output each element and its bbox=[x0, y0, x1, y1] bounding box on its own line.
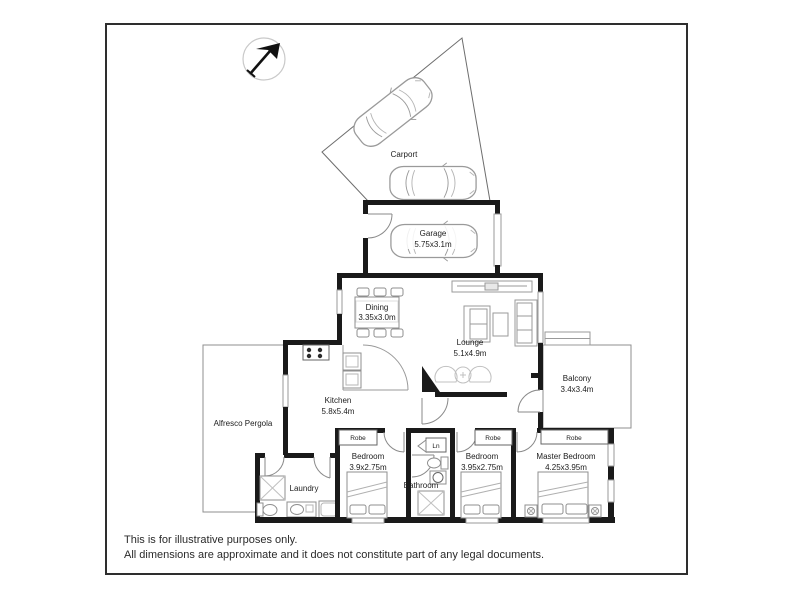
window bbox=[608, 480, 614, 502]
door-arc bbox=[517, 432, 537, 452]
door-arc bbox=[368, 214, 392, 238]
dining-area bbox=[355, 288, 403, 337]
lounge-dims: 5.1x4.9m bbox=[453, 349, 487, 358]
door-arc bbox=[422, 398, 448, 424]
bedroom2-label: Bedroom bbox=[465, 452, 499, 461]
armchair bbox=[435, 366, 457, 382]
master-bedroom-dims: 4.25x3.95m bbox=[545, 463, 587, 472]
car-icon bbox=[347, 70, 440, 155]
kitchen-dims: 5.8x5.4m bbox=[321, 407, 355, 416]
dining-dims: 3.35x3.0m bbox=[358, 313, 396, 322]
linen-label: Ln bbox=[432, 443, 440, 450]
north-arrow-icon bbox=[243, 38, 285, 80]
chair bbox=[357, 288, 369, 296]
balcony-dims: 3.4x3.4m bbox=[560, 385, 594, 394]
car-icon bbox=[390, 163, 476, 203]
lounge-label: Lounge bbox=[456, 338, 484, 347]
toilet bbox=[441, 457, 448, 469]
door-arc bbox=[457, 432, 477, 452]
bedroom1-label: Bedroom bbox=[351, 452, 385, 461]
carport-area bbox=[322, 38, 490, 203]
robe-label: Robe bbox=[566, 435, 582, 442]
master-bedroom-area bbox=[525, 430, 608, 518]
garage-area bbox=[363, 200, 501, 278]
tv bbox=[485, 283, 498, 290]
balcony-label: Balcony bbox=[562, 374, 592, 383]
chair bbox=[374, 288, 386, 296]
robe-label: Robe bbox=[485, 435, 501, 442]
master-bedroom-label: Master Bedroom bbox=[536, 452, 596, 461]
bathroom-label: Bathroom bbox=[403, 481, 439, 490]
chair bbox=[374, 329, 386, 337]
bedroom2-dims: 3.95x2.75m bbox=[461, 463, 503, 472]
kitchen-area bbox=[303, 345, 408, 416]
bedroom2-area bbox=[461, 430, 512, 518]
disclaimer-line-2: All dimensions are approximate and it does not constitute part of any legal documents. bbox=[124, 549, 545, 561]
armchair bbox=[469, 366, 491, 382]
door-arc bbox=[418, 440, 426, 452]
bedroom1-dims: 3.9x2.75m bbox=[349, 463, 387, 472]
laundry-label: Laundry bbox=[289, 484, 319, 493]
window bbox=[337, 290, 342, 314]
alfresco-label: Alfresco Pergola bbox=[213, 419, 273, 428]
window bbox=[538, 292, 543, 343]
lounge-area bbox=[435, 281, 537, 383]
window bbox=[608, 444, 614, 466]
bedroom1-area bbox=[339, 430, 387, 518]
door-arc bbox=[384, 432, 404, 452]
door-arc bbox=[518, 390, 540, 412]
chair bbox=[357, 329, 369, 337]
kitchen-label: Kitchen bbox=[324, 396, 352, 405]
chair bbox=[391, 329, 403, 337]
disclaimer bbox=[124, 533, 544, 563]
dining-label: Dining bbox=[365, 303, 389, 312]
toilet bbox=[257, 503, 263, 516]
garage-dims: 5.75x3.1m bbox=[414, 240, 452, 249]
step bbox=[545, 332, 590, 339]
disclaimer-line-1: This is for illustrative purposes only. bbox=[124, 534, 298, 546]
garage-door bbox=[494, 214, 501, 266]
balcony-area bbox=[543, 332, 631, 428]
robe-label: Robe bbox=[350, 435, 366, 442]
step bbox=[545, 339, 590, 346]
window bbox=[283, 375, 288, 407]
chair bbox=[391, 288, 403, 296]
carport-label: Carport bbox=[390, 150, 418, 159]
coffee-table bbox=[493, 313, 508, 336]
garage-label: Garage bbox=[419, 229, 447, 238]
stove bbox=[303, 345, 329, 360]
